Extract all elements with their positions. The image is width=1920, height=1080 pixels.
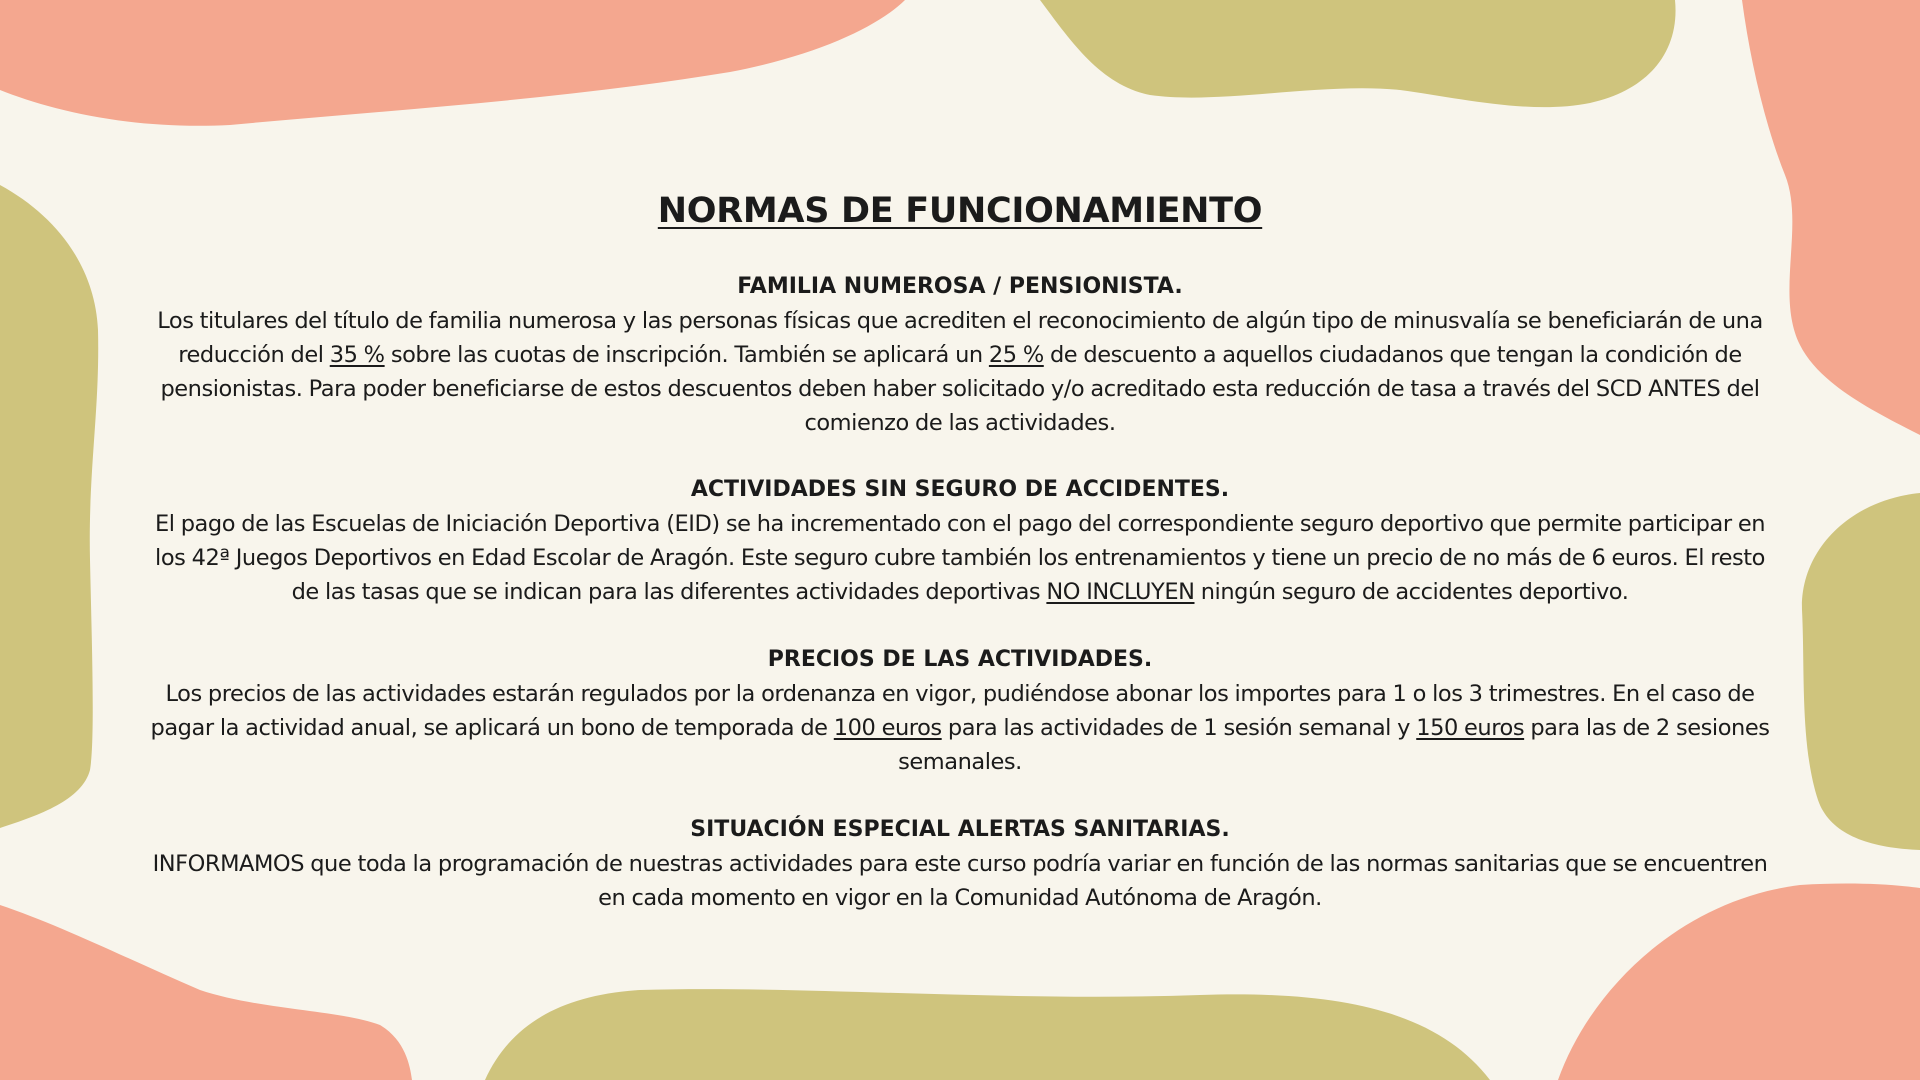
blob-bottom-center [485,989,1490,1080]
body-line: INFORMAMOS que toda la programación de nuestras actividades para este curso podría variar en función de las normas sanitarias que se encuentren [152,851,1768,877]
section-heading: PRECIOS DE LAS ACTIVIDADES. [767,647,1153,672]
section-precios [110,643,1810,779]
section-body [110,304,1810,440]
body-line: Los precios de las actividades estarán regulados por la ordenanza en vigor, pudiéndose abonar los importes para 1 o los 3 trimestres. En el caso de [165,681,1755,707]
body-line: en cada momento en vigor en la Comunidad Autónoma de Aragón. [598,885,1322,911]
section-heading: FAMILIA NUMEROSA / PENSIONISTA. [737,274,1183,299]
body-line: Los titulares del título de familia numerosa y las personas físicas que acrediten el reconocimiento de algún tipo de minusvalía se beneficiarán de una [157,308,1763,334]
body-text: ningún seguro de accidentes deportivo. [1194,579,1629,605]
discount-25-percent: 25 % [988,342,1044,368]
discount-35-percent: 35 % [329,342,385,368]
body-text: sobre las cuotas de inscripción. También se aplicará un [384,342,989,368]
body-text: reducción del [178,342,330,368]
body-text: para las de 2 sesiones [1524,715,1770,741]
section-body [110,677,1810,779]
section-heading: ACTIVIDADES SIN SEGURO DE ACCIDENTES. [690,477,1230,502]
section-seguro-accidentes [110,473,1810,609]
body-line: pensionistas. Para poder beneficiarse de estos descuentos deben haber solicitado y/o acreditado esta reducción de tasa a través del SCD ANTES del [160,376,1760,402]
body-text: pagar la actividad anual, se aplicará un bono de temporada de [150,715,834,741]
body-line: los 42ª Juegos Deportivos en Edad Escolar de Aragón. Este seguro cubre también los entrenamientos y tiene un precio de no más de 6 euros. El resto [155,545,1765,571]
section-body [110,847,1810,915]
section-heading: SITUACIÓN ESPECIAL ALERTAS SANITARIAS. [690,817,1230,842]
price-150-euros: 150 euros [1416,715,1525,741]
body-text: para las actividades de 1 sesión semanal y [941,715,1417,741]
body-line: comienzo de las actividades. [804,410,1116,436]
body-line: semanales. [898,749,1022,775]
no-incluyen-emphasis: NO INCLUYEN [1046,579,1195,605]
page-title: NORMAS DE FUNCIONAMIENTO [657,191,1263,231]
body-text: de las tasas que se indican para las diferentes actividades deportivas [291,579,1047,605]
section-body [110,507,1810,609]
body-text: de descuento a aquellos ciudadanos que tengan la condición de [1043,342,1742,368]
blob-left [0,185,98,828]
section-familia-numerosa [110,270,1810,440]
body-line: El pago de las Escuelas de Iniciación Deportiva (EID) se ha incrementado con el pago del correspondiente seguro deportivo que permite participar en [154,511,1766,537]
section-alertas-sanitarias [110,813,1810,915]
price-100-euros: 100 euros [833,715,942,741]
